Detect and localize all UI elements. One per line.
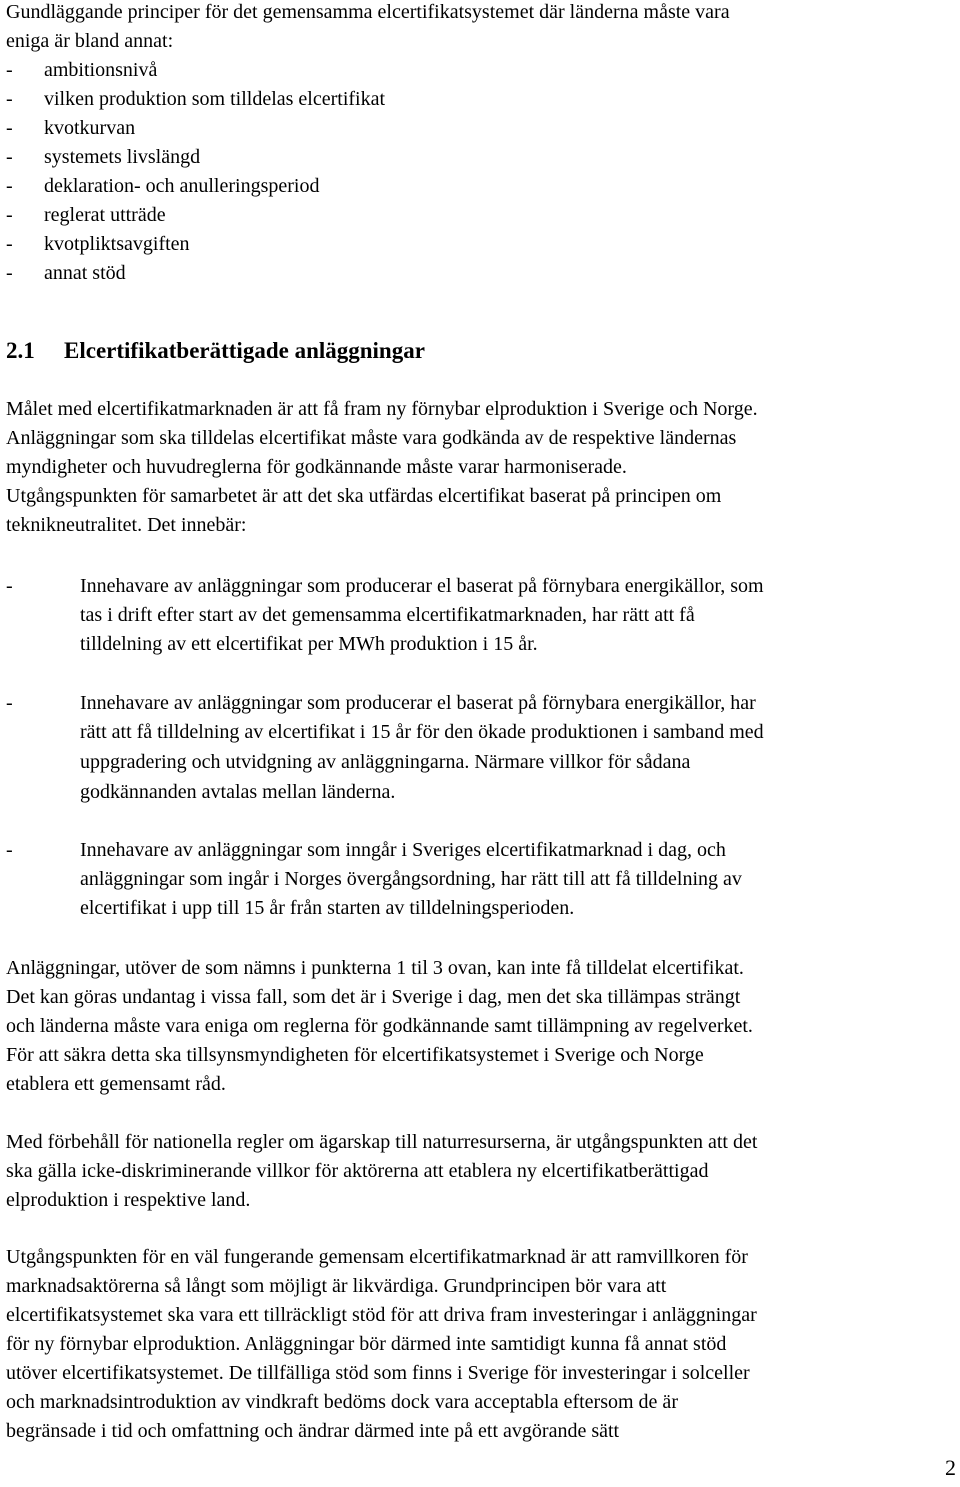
page-number: 2 xyxy=(945,1455,956,1480)
paragraph-line: ska gälla icke-diskriminerande villkor för aktörerna att etablera ny elcertifikatberättigad xyxy=(6,1160,709,1182)
paragraph-line: Anläggningar, utöver de som nämns i punkterna 1 til 3 ovan, kan inte få tilldelat elcertifikat. xyxy=(6,957,744,979)
bullet-line: - Innehavare av anläggningar som producerar el baserat på förnybara energikällor, som xyxy=(6,575,764,597)
bullet-line: tas i drift efter start av det gemensamma elcertifikatmarknaden, har rätt att få xyxy=(80,604,695,626)
principle-item: - annat stöd xyxy=(6,262,126,284)
paragraph-line: marknadsaktörerna så långt som möjligt är likvärdiga. Grundprincipen bör vara att xyxy=(6,1275,667,1297)
principle-item: - systemets livslängd xyxy=(6,146,201,168)
principle-item: - kvotkurvan xyxy=(6,117,136,139)
paragraph-line: elproduktion i respektive land. xyxy=(6,1189,251,1211)
principle-item: - reglerat utträde xyxy=(6,204,166,226)
paragraph-line: Utgångspunkten för samarbetet är att det ska utfärdas elcertifikat baserat på principen om xyxy=(6,485,722,507)
paragraph-line: teknikneutralitet. Det innebär: xyxy=(6,514,247,536)
paragraph-line: etablera ett gemensamt råd. xyxy=(6,1073,226,1095)
principle-item: - kvotpliktsavgiften xyxy=(6,233,190,255)
paragraph-line: Det kan göras undantag i vissa fall, som det är i Sverige i dag, men det ska tillämpas strängt xyxy=(6,986,741,1008)
paragraph-line: utöver elcertifikatsystemet. De tillfälliga stöd som finns i Sverige för investeringar i solceller xyxy=(6,1362,750,1384)
bullet-line: godkännanden avtalas mellan länderna. xyxy=(80,781,396,803)
paragraph-line: För att säkra detta ska tillsynsmyndigheten för elcertifikatsystemet i Sverige och Norge xyxy=(6,1044,704,1066)
paragraph-line: Målet med elcertifikatmarknaden är att få fram ny förnybar elproduktion i Sverige och Norge. xyxy=(6,398,758,420)
paragraph-line: begränsade i tid och omfattning och ändrar därmed inte på ett avgörande sätt xyxy=(6,1420,620,1442)
principle-item: - deklaration- och anulleringsperiod xyxy=(6,175,320,197)
bullet-line: tilldelning av ett elcertifikat per MWh produktion i 15 år. xyxy=(80,633,538,655)
principle-item: - ambitionsnivå xyxy=(6,59,158,81)
bullet-line: elcertifikat i upp till 15 år från starten av tilldelningsperioden. xyxy=(80,897,575,919)
section-number: 2.1 xyxy=(6,338,35,363)
paragraph-line: och länderna måste vara eniga om reglerna för godkännande samt tillämpning av regelverket. xyxy=(6,1015,753,1037)
paragraph-line: elcertifikatsystemet ska vara ett tillräckligt stöd för att driva fram investeringar i anläggningar xyxy=(6,1304,757,1326)
bullet-line: anläggningar som ingår i Norges övergångsordning, har rätt till att få tilldelning av xyxy=(80,868,742,890)
intro-line: Gundläggande principer för det gemensamma elcertifikatsystemet där länderna måste vara xyxy=(6,1,730,23)
bullet-line: - Innehavare av anläggningar som producerar el baserat på förnybara energikällor, har xyxy=(6,692,756,714)
bullet-line: rätt att få tilldelning av elcertifikat i 15 år för den ökade produktionen i samband med xyxy=(80,721,764,743)
bullet-line: uppgradering och utvidgning av anläggningarna. Närmare villkor för sådana xyxy=(80,751,691,773)
paragraph-line: Anläggningar som ska tilldelas elcertifikat måste vara godkända av de respektive ländernas xyxy=(6,427,737,449)
section-heading xyxy=(6,337,425,365)
bullet-line: - Innehavare av anläggningar som inngår i Sveriges elcertifikatmarknad i dag, och xyxy=(6,839,726,861)
paragraph-line: Utgångspunkten för en väl fungerande gemensam elcertifikatmarknad är att ramvillkoren för xyxy=(6,1246,748,1268)
intro-line: eniga är bland annat: xyxy=(6,30,174,52)
paragraph-line: Med förbehåll för nationella regler om ägarskap till naturresurserna, är utgångspunkten att det xyxy=(6,1131,758,1153)
paragraph-line: och marknadsintroduktion av vindkraft bedöms dock vara acceptabla eftersom de är xyxy=(6,1391,678,1413)
paragraph-line: för ny förnybar elproduktion. Anläggningar bör därmed inte samtidigt kunna få annat stöd xyxy=(6,1333,727,1355)
section-title: Elcertifikatberättigade anläggningar xyxy=(64,338,425,363)
principle-item: - vilken produktion som tilldelas elcertifikat xyxy=(6,88,386,110)
paragraph-line: myndigheter och huvudreglerna för godkännande måste varar harmoniserade. xyxy=(6,456,627,478)
